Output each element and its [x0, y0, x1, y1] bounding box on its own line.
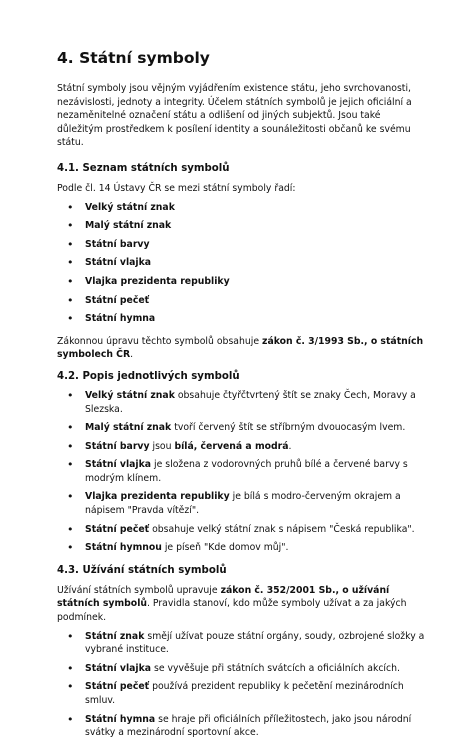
term: Státní pečeť [85, 523, 150, 535]
term-description: obsahuje velký státní znak s nápisem "Česká republika". [149, 523, 415, 535]
section-heading-symbol-usage: 4.3. Užívání státních symbolů [57, 564, 227, 576]
symbol-list [57, 201, 429, 326]
document-page [57, 48, 429, 740]
term-description: obsahuje čtyřčtvrtený štít se znaky Čech, Moravy a Slezska. [85, 389, 416, 415]
usage-lead-post: . Pravidla stanoví, kdo může symboly užívat a za jakých podmínek. [57, 598, 407, 624]
list-item [57, 523, 429, 537]
term-description: se hraje při oficiálních příležitostech, jako jsou národní svátky a mezinárodní sportovní akce. [85, 713, 412, 739]
list-item [57, 490, 429, 517]
description-list [57, 389, 429, 555]
term: Vlajka prezidenta republiky [85, 491, 230, 503]
list-item [57, 312, 429, 326]
term: Státní vlajka [85, 662, 152, 674]
term-description: je složena z vodorovných pruhů bílé a červené barvy s modrým klínem. [85, 459, 408, 484]
list-item [57, 680, 429, 707]
list-item-label: Vlajka prezidenta republiky [85, 275, 230, 287]
term-description: je bílá s modro-červeným okrajem a nápisem "Pravda vítězí". [85, 491, 401, 517]
law-text-pre: Zákonnou úpravu těchto symbolů obsahuje [57, 335, 263, 347]
list-item [57, 630, 429, 657]
section-heading-symbol-description: 4.2. Popis jednotlivých symbolů [57, 370, 240, 382]
term-description: smějí užívat pouze státní orgány, soudy, ozbrojené složky a vybrané instituce. [85, 630, 425, 656]
usage-lead-paragraph [57, 584, 429, 625]
term: Státní znak [85, 630, 145, 642]
list-item-label: Malý státní znak [85, 220, 172, 232]
term-description: je píseň "Kde domov můj". [161, 542, 289, 554]
list-item-label: Státní vlajka [85, 257, 152, 269]
term: Malý státní znak [85, 422, 172, 434]
term: Státní vlajka [85, 459, 152, 471]
list-item-label: Velký státní znak [85, 201, 175, 213]
list-item-label: Státní hymna [85, 313, 156, 325]
usage-lead-pre: Užívání státních symbolů upravuje [57, 584, 221, 596]
section-heading-symbol-list: 4.1. Seznam státních symbolů [57, 162, 230, 174]
law-text-post: . [130, 349, 134, 361]
list-item [57, 201, 429, 215]
law-name: zákon č. 3/1993 Sb., o státních symbolech ČR [57, 335, 424, 361]
term: Státní hymnou [85, 542, 162, 554]
term-description: jsou [149, 440, 175, 452]
list-item [57, 421, 429, 435]
term-description: používá prezident republiky k pečetění mezinárodních smluv. [85, 681, 404, 706]
symbol-list-lead: Podle čl. 14 Ústavy ČR se mezi státní symboly řadí: [57, 182, 296, 194]
usage-law-name: zákon č. 352/2001 Sb., o užívání státních symbolů [57, 584, 390, 610]
list-item [57, 440, 429, 454]
intro-paragraph: Státní symboly jsou vějným vyjádřením existence státu, jeho svrchovanosti, nezávislosti, jednoty a integrity. Účelem státních symbolů je jejich oficiální a nezaměnitelné označení státu a odlišení od jiných subjektů. Jsou také důležitým prostředkem k posílení identity a sounáležitosti občanů ke svému státu. [57, 83, 412, 149]
term-description-end: . [288, 440, 292, 452]
list-item-label: Státní pečeť [85, 294, 150, 306]
term-description: tvoří červený štít se stříbrným dvouocasým lvem. [171, 422, 406, 434]
term: Velký státní znak [85, 389, 175, 401]
term: Státní pečeť [85, 681, 150, 693]
list-item [57, 275, 429, 289]
usage-list [57, 630, 429, 740]
list-item [57, 541, 429, 555]
term-description: se vyvěšuje při státních svátcích a oficiálních akcích. [151, 662, 400, 674]
page-title: 4. Státní symboly [57, 49, 210, 67]
list-item [57, 389, 429, 416]
list-item [57, 219, 429, 233]
list-item [57, 256, 429, 270]
term-emphasis: bílá, červená a modrá [174, 440, 289, 452]
list-item [57, 238, 429, 252]
list-item [57, 458, 429, 485]
list-item-label: Státní barvy [85, 238, 150, 250]
list-item [57, 294, 429, 308]
term: Státní hymna [85, 713, 156, 725]
law-reference-paragraph [57, 335, 429, 362]
term: Státní barvy [85, 440, 150, 452]
list-item [57, 713, 429, 740]
